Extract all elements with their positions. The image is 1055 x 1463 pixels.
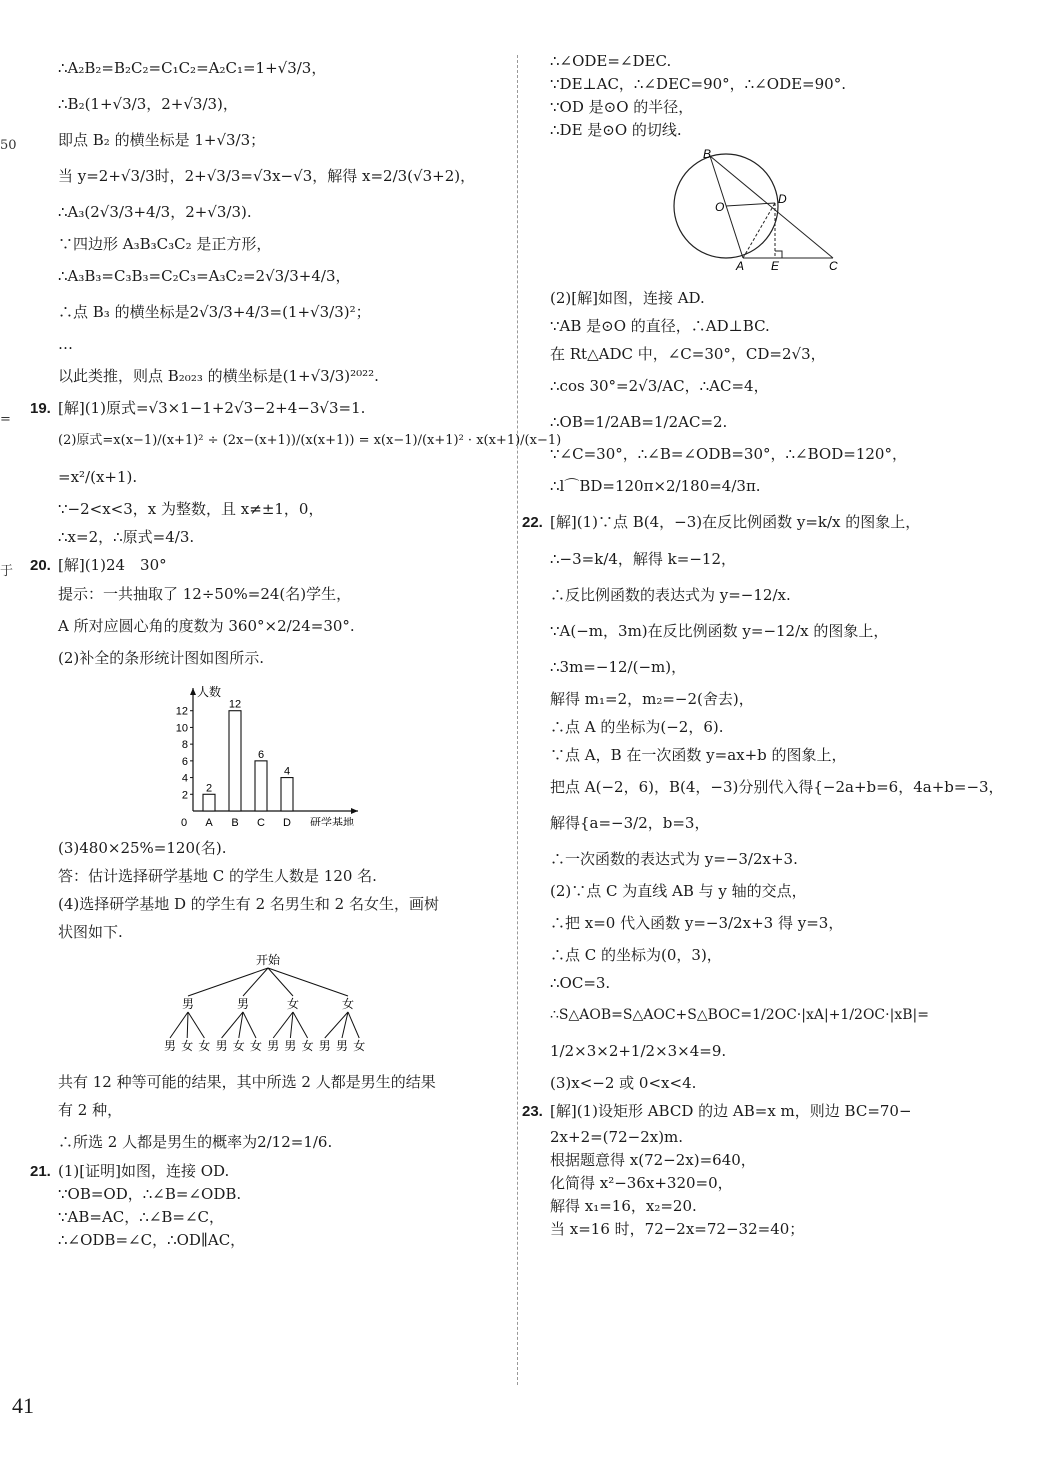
column-divider [517, 55, 518, 1385]
data-label: 2 [205, 782, 213, 795]
segment-ad [743, 203, 775, 258]
q18-line: 以此类推，则点 B₂₀₂₃ 的横坐标是(1+√3/3)²⁰²². [58, 367, 379, 385]
bar [281, 778, 293, 811]
page-number: 41 [12, 1393, 34, 1418]
q21-line: ∵AB 是⊙O 的直径，∴AD⊥BC. [550, 317, 770, 335]
q19-number: 19. [30, 400, 51, 417]
x-axis-arrow [351, 808, 358, 814]
q22-line: ∴3m=−12/(−m)， [550, 658, 687, 676]
bar-chart [58, 676, 513, 826]
q18-line: ∴A₃(2√3/3+4/3，2+√3/3). [58, 203, 252, 221]
tree-node-level2: 男 [267, 1039, 280, 1053]
q21-number: 21. [30, 1163, 51, 1180]
q21-line: ∴OB=1/2AB=1/2AC=2. [550, 413, 728, 431]
tree-edge [293, 1012, 308, 1038]
bar [255, 761, 267, 811]
q20-line: (2)补全的条形统计图如图所示. [58, 649, 265, 667]
label-e: E [771, 259, 780, 273]
q21-block-right [550, 50, 1020, 504]
q18-line: ∴A₃B₃=C₃B₃=C₂C₃=A₃C₂=2√3/3+4/3， [58, 267, 351, 285]
q20-line: 答：估计选择研学基地 C 的学生人数是 120 名. [58, 867, 377, 885]
q19-line: ∴x=2，∴原式=4/3. [58, 528, 195, 546]
tree-diagram [58, 950, 513, 1060]
q23-line: [解](1)设矩形 ABCD 的边 AB=x m，则边 BC=70− [550, 1102, 912, 1120]
q21-line: (1)[证明]如图，连接 OD. [58, 1162, 230, 1180]
q20-line: (3)480×25%=120(名). [58, 839, 227, 857]
q22-line: ∴把 x=0 代入函数 y=−3/2x+3 得 y=3， [550, 914, 844, 932]
tree-node-level2: 女 [249, 1039, 263, 1053]
q22-number: 22. [522, 514, 543, 531]
q21-line: ∴l⌒BD=120π×2/180=4/3π. [550, 477, 761, 495]
q23-line: 当 x=16 时，72−2x=72−32=40； [550, 1220, 805, 1238]
tree-node-level2: 女 [301, 1039, 314, 1053]
category-label: A [205, 817, 213, 826]
q22-block [522, 504, 1020, 1097]
q19-line: [解](1)原式=√3×1−1+2√3−2+4−3√3=1. [58, 399, 366, 417]
left-column [30, 50, 562, 1252]
right-column [522, 50, 1020, 1241]
gutter-mark-top: 50 [0, 138, 17, 153]
q21-line: ∵OD 是⊙O 的半径， [550, 98, 694, 116]
q21-line: ∴∠ODB=∠C，∴OD∥AC， [58, 1231, 246, 1249]
q20-block [30, 551, 513, 1160]
q19-line: =x²/(x+1). [58, 468, 138, 486]
label-a: A [736, 259, 745, 273]
q20-line: (4)选择研学基地 D 的学生有 2 名男生和 2 名女生，画树 [58, 895, 439, 913]
q18-line: ∵四边形 A₃B₃C₃C₂ 是正方形， [58, 235, 272, 253]
tree-edge [188, 1012, 204, 1038]
q23-line: 解得 x₁=16，x₂=20. [550, 1197, 697, 1215]
tree-edge [273, 1012, 293, 1038]
bar [229, 711, 241, 811]
q21-line: (2)[解]如图，连接 AD. [550, 289, 705, 307]
q22-line: ∴反比例函数的表达式为 y=−12/x. [550, 586, 791, 604]
x-axis-label: 研学基地 [310, 817, 354, 826]
q21-line: ∵AB=AC，∴∠B=∠C， [58, 1208, 225, 1226]
y-tick-label: 4 [181, 772, 188, 785]
q18-line: 即点 B₂ 的横坐标是 1+√3/3； [58, 131, 266, 149]
segment-bc [710, 156, 833, 258]
q22-line: [解](1)∵点 B(4，−3)在反比例函数 y=k/x 的图象上， [550, 513, 921, 531]
q20-line: 状图如下. [58, 923, 123, 941]
segment-od [726, 203, 775, 206]
tree-node-level2: 男 [318, 1039, 331, 1053]
tree-node-level2: 男 [335, 1039, 349, 1053]
q22-line: 把点 A(−2，6)，B(4，−3)分别代入得{−2a+b=6，4a+b=−3， [550, 778, 1004, 796]
y-tick-label: 12 [175, 705, 188, 718]
q21-line: ∵OB=OD，∴∠B=∠ODB. [58, 1185, 242, 1203]
q20-number: 20. [30, 557, 51, 574]
label-o: O [715, 200, 725, 214]
q21-line: ∴DE 是⊙O 的切线. [550, 121, 682, 139]
q18-line: 当 y=2+√3/3时，2+√3/3=√3x−√3，解得 x=2/3(√3+2)， [58, 167, 476, 185]
tree-node-level2: 男 [163, 1039, 177, 1053]
data-label: 6 [257, 748, 265, 761]
q21-line: ∵∠C=30°，∴∠B=∠ODB=30°，∴∠BOD=120°， [550, 445, 907, 463]
label-b: B [703, 147, 712, 161]
gutter-mark-mid: = [0, 412, 11, 427]
q23-line: 2x+2=(72−2x)m. [550, 1128, 684, 1146]
q19-line: ∵−2<x<3，x 为整数，且 x≠±1，0， [58, 500, 324, 518]
tree-edge [170, 1012, 188, 1038]
y-tick-label: 6 [181, 755, 188, 768]
q20-line: [解](1)24 30° [58, 556, 167, 574]
y-tick-label: 8 [181, 739, 188, 752]
tree-node-level2: 男 [215, 1039, 228, 1053]
tree-edge [348, 1012, 359, 1038]
q20-line: A 所对应圆心角的度数为 360°×2/24=30°. [58, 617, 355, 635]
q20-line: 共有 12 种等可能的结果，其中所选 2 人都是男生的结果 [58, 1073, 436, 1091]
bar [203, 794, 215, 811]
tree-node-level2: 女 [353, 1039, 366, 1053]
q22-line: ∴点 A 的坐标为(−2，6). [550, 718, 724, 736]
circle-geometry-figure [550, 146, 1020, 276]
gutter-mark-bottom: 于 [0, 564, 14, 579]
q21-line: ∵DE⊥AC，∴∠DEC=90°，∴∠ODE=90°. [550, 75, 846, 93]
q22-line: ∴OC=3. [550, 974, 611, 992]
y-tick-label: 2 [181, 789, 188, 802]
tree-node-level1: 男 [181, 997, 195, 1011]
origin-label: 0 [181, 817, 188, 826]
q18-line: ∴点 B₃ 的横坐标是2√3/3+4/3=(1+√3/3)²； [58, 303, 371, 321]
q20-line: 提示：一共抽取了 12÷50%=24(名)学生， [58, 585, 352, 603]
q18-line: … [58, 335, 73, 353]
q22-line: ∴−3=k/4，解得 k=−12， [550, 550, 736, 568]
q18-block [58, 50, 513, 394]
q22-line: (3)x<−2 或 0<x<4. [550, 1074, 697, 1092]
category-label: C [257, 817, 265, 826]
label-d: D [778, 192, 787, 206]
q21-line: ∴∠ODE=∠DEC. [550, 52, 672, 70]
tree-node-level2: 女 [232, 1039, 245, 1053]
q23-line: 化简得 x²−36x+320=0， [550, 1174, 733, 1192]
data-label: 4 [283, 765, 291, 778]
q21-line: 在 Rt△ADC 中，∠C=30°，CD=2√3， [550, 345, 826, 363]
tree-node-level1: 男 [236, 997, 250, 1011]
tree-edge [290, 1012, 293, 1038]
right-angle-mark [775, 251, 782, 258]
q23-block [522, 1097, 1020, 1241]
y-axis-label: 人数 [197, 685, 222, 699]
q22-line: ∴S△AOB=S△AOC+S△BOC=1/2OC·|xA|+1/2OC·|xB|= [550, 1007, 929, 1023]
tree-edge [187, 1012, 188, 1038]
category-label: D [283, 817, 291, 826]
q19-block [30, 394, 562, 551]
q22-line: ∵点 A，B 在一次函数 y=ax+b 的图象上， [550, 746, 847, 764]
q18-line: ∴A₂B₂=B₂C₂=C₁C₂=A₂C₁=1+√3/3， [58, 59, 327, 77]
q22-line: 1/2×3×2+1/2×3×4=9. [550, 1042, 727, 1060]
q21-line: ∴cos 30°=2√3/AC，∴AC=4， [550, 377, 769, 395]
data-label: 12 [228, 698, 242, 711]
category-label: B [231, 817, 239, 826]
q22-line: 解得 m₁=2，m₂=−2(舍去)， [550, 690, 754, 708]
y-axis-arrow [190, 688, 196, 695]
label-c: C [829, 259, 838, 273]
tree-node-level1: 女 [341, 997, 355, 1011]
q22-line: (2)∵点 C 为直线 AB 与 y 轴的交点， [550, 882, 807, 900]
q20-line: 有 2 种， [58, 1101, 123, 1119]
tree-root: 开始 [255, 953, 281, 967]
tree-node-level2: 女 [198, 1039, 211, 1053]
q22-line: ∴一次函数的表达式为 y=−3/2x+3. [550, 850, 798, 868]
q22-line: ∵A(−m，3m)在反比例函数 y=−12/x 的图象上， [550, 622, 889, 640]
q23-line: 根据题意得 x(72−2x)=640， [550, 1151, 756, 1169]
tree-node-level1: 女 [286, 997, 300, 1011]
tree-node-level2: 女 [181, 1039, 194, 1053]
q23-number: 23. [522, 1103, 543, 1120]
q22-line: ∴点 C 的坐标为(0，3)， [550, 946, 722, 964]
q20-line: ∴所选 2 人都是男生的概率为2/12=1/6. [58, 1133, 333, 1151]
tree-node-level2: 男 [284, 1039, 297, 1053]
q21-block-left [30, 1160, 513, 1252]
q22-line: 解得{a=−3/2，b=3， [550, 814, 710, 832]
q19-line: (2)原式=x(x−1)/(x+1)² ÷ (2x−(x+1))/(x(x+1)) = x(x−1)/(x+1)² · x(x+1)/(x−1) [58, 433, 562, 448]
q18-line: ∴B₂(1+√3/3，2+√3/3)， [58, 95, 238, 113]
tree-edge [243, 1012, 256, 1038]
y-tick-label: 10 [175, 722, 188, 735]
